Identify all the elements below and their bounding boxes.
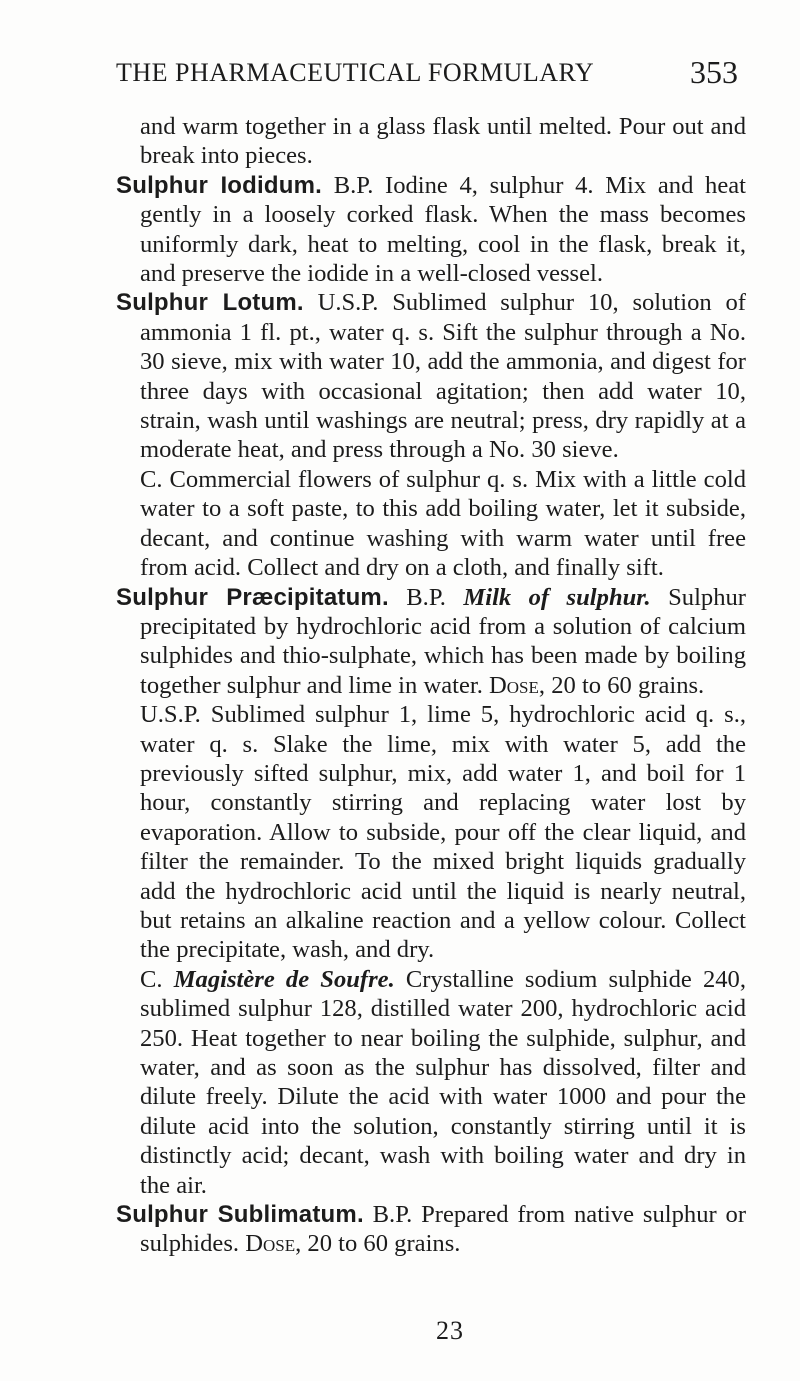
dose-text: 20 to 60 grains. <box>545 671 705 699</box>
entry-synonym: Magistère de Soufre. <box>173 965 395 993</box>
entry-heading: Sulphur Sublimatum. <box>116 1201 364 1229</box>
dose-label: Dose, <box>489 671 546 699</box>
entry-source: B.P. <box>388 583 464 611</box>
entry-text: U.S.P. Sublimed sulphur 10, solution of ammonia 1 fl. pt., water q. s. Sift the sulphur through a No. 30 sieve, mix with water 10, add the ammonia, and digest for three days with occasional agitation; then add water 10, strain, wash until washings are neutral; press, dry rapidly at a moderate heat, and press through a No. 30 sieve. <box>140 289 746 464</box>
dose-text: 20 to 60 grains. <box>301 1230 461 1258</box>
entry-synonym: Milk of sulphur. <box>463 583 651 611</box>
continuation-paragraph: and warm together in a glass flask until melted. Pour out and break into pieces. <box>140 113 746 170</box>
running-head <box>116 54 738 94</box>
body-text <box>116 112 746 1259</box>
codex-label: C. <box>140 965 174 993</box>
codex-paragraph <box>116 965 746 1200</box>
entry-heading: Sulphur Iodidum. <box>116 171 323 199</box>
entry-sulphur-iodidum <box>116 171 746 289</box>
entry-sulphur-praecipitatum <box>116 583 746 701</box>
running-title: THE PHARMACEUTICAL FORMULARY <box>116 58 595 87</box>
codex-paragraph: C. Commercial flowers of sulphur q. s. Mix with a little cold water to a soft paste, to this add boiling water, let it subside, decant, and continue washing with warm water until free from acid. Collect and dry on a cloth, and finally sift. <box>140 465 746 582</box>
entry-text: B.P. Prepared from native sulphur or sulphides. <box>140 1201 747 1258</box>
entry-text: Crystalline sodium sulphide 240, sublimed sulphur 128, distilled water 200, hydrochloric acid 250. Heat together to near boiling the sulphide, sulphur, and water, and as soon as the sulphur has dissolved, filter and dilute freely. Dilute the acid with water 1000 and pour the dilute acid into the solution, constantly stirring until it is distinctly acid; decant, wash with boiling water and dry in the air. <box>140 965 746 1199</box>
dose-label: Dose, <box>245 1230 302 1258</box>
entry-text: Sulphur precipitated by hydrochloric acid from a solution of calcium sulphides and thio-sulphate, which has been made by boiling together sulphur and lime in water. <box>140 583 746 699</box>
page-number: 353 <box>690 54 738 90</box>
entry-sulphur-sublimatum <box>116 1200 746 1259</box>
entry-text: B.P. Iodine 4, sulphur 4. Mix and heat gently in a loosely corked flask. When the mass becomes uniformly dark, heat to melting, cool in the flask, break it, and preserve the iodide in a well-closed vessel. <box>140 171 746 288</box>
entry-heading: Sulphur Lotum. <box>116 289 304 317</box>
usp-paragraph: U.S.P. Sublimed sulphur 1, lime 5, hydrochloric acid q. s., water q. s. Slake the lime, mix with water 5, add the previously sifted sulphur, mix, add water 1, and boil for 1 hour, constantly stirring and replacing water lost by evaporation. Allow to subside, pour off the clear liquid, and filter the remainder. To the mixed bright liquids gradually add the hydrochloric acid until the liquid is nearly neutral, but retains an alkaline reaction and a yellow colour. Collect the precipitate, wash, and dry. <box>140 701 746 964</box>
entry-sulphur-lotum <box>116 288 746 464</box>
signature-mark: 23 <box>436 1316 464 1345</box>
entry-heading: Sulphur Præcipitatum. <box>116 583 389 611</box>
